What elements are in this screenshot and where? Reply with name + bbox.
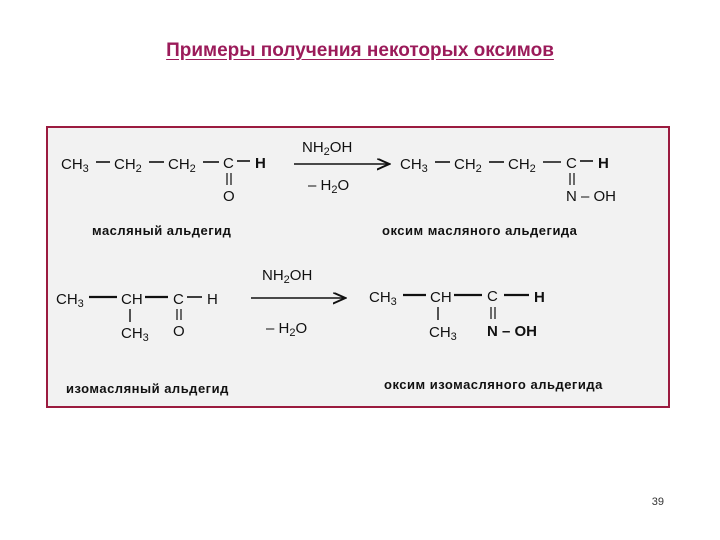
slide-title-text: Примеры получения некоторых оксимов [166, 40, 554, 61]
p2-ch: CH [430, 289, 452, 306]
p2-c: C [487, 288, 498, 305]
r2-o: O [173, 323, 185, 340]
r2-h: H [207, 291, 218, 308]
p1-ch2a: $CH_2$ [454, 156, 482, 175]
r2-loss: – $H_2O$ [266, 320, 308, 339]
p1-c: C [566, 155, 577, 172]
r1-ch2a: $CH_2$ [114, 156, 142, 175]
r2-c: C [173, 291, 184, 308]
r1-caption-left: масляный альдегид [92, 223, 232, 238]
page-number: 39 [651, 496, 664, 508]
r1-reagent: $NH_2OH$ [302, 139, 353, 158]
p1-ch3: $CH_3$ [400, 156, 428, 175]
reaction-2 [56, 267, 603, 396]
r1-loss: – $H_2O$ [308, 177, 350, 196]
p2-h: H [534, 289, 545, 306]
r2-caption-left: изомасляный альдегид [66, 381, 229, 396]
r1-c: C [223, 155, 234, 172]
p1-h: H [598, 155, 609, 172]
r2-ch3: $CH_3$ [56, 291, 84, 310]
reaction-1 [61, 139, 616, 238]
r1-ch2b: $CH_2$ [168, 156, 196, 175]
p2-noh: N – OH [487, 323, 538, 340]
p2-ch3b: $CH_3$ [429, 324, 457, 343]
r2-ch3b: $CH_3$ [121, 325, 149, 344]
slide-title [0, 40, 720, 62]
r2-ch: CH [121, 291, 143, 308]
r1-ch3: $CH_3$ [61, 156, 89, 175]
p2-ch3: $CH_3$ [369, 289, 397, 308]
p1-noh: N – OH [566, 188, 617, 205]
p1-ch2b: $CH_2$ [508, 156, 536, 175]
reaction-canvas [48, 128, 668, 406]
r2-reagent: $NH_2OH$ [262, 267, 313, 286]
reaction-diagram [46, 126, 670, 408]
r1-caption-right: оксим масляного альдегида [382, 223, 578, 238]
r2-caption-right: оксим изомасляного альдегида [384, 377, 603, 392]
r1-o: O [223, 188, 235, 205]
r1-h: H [255, 155, 266, 172]
